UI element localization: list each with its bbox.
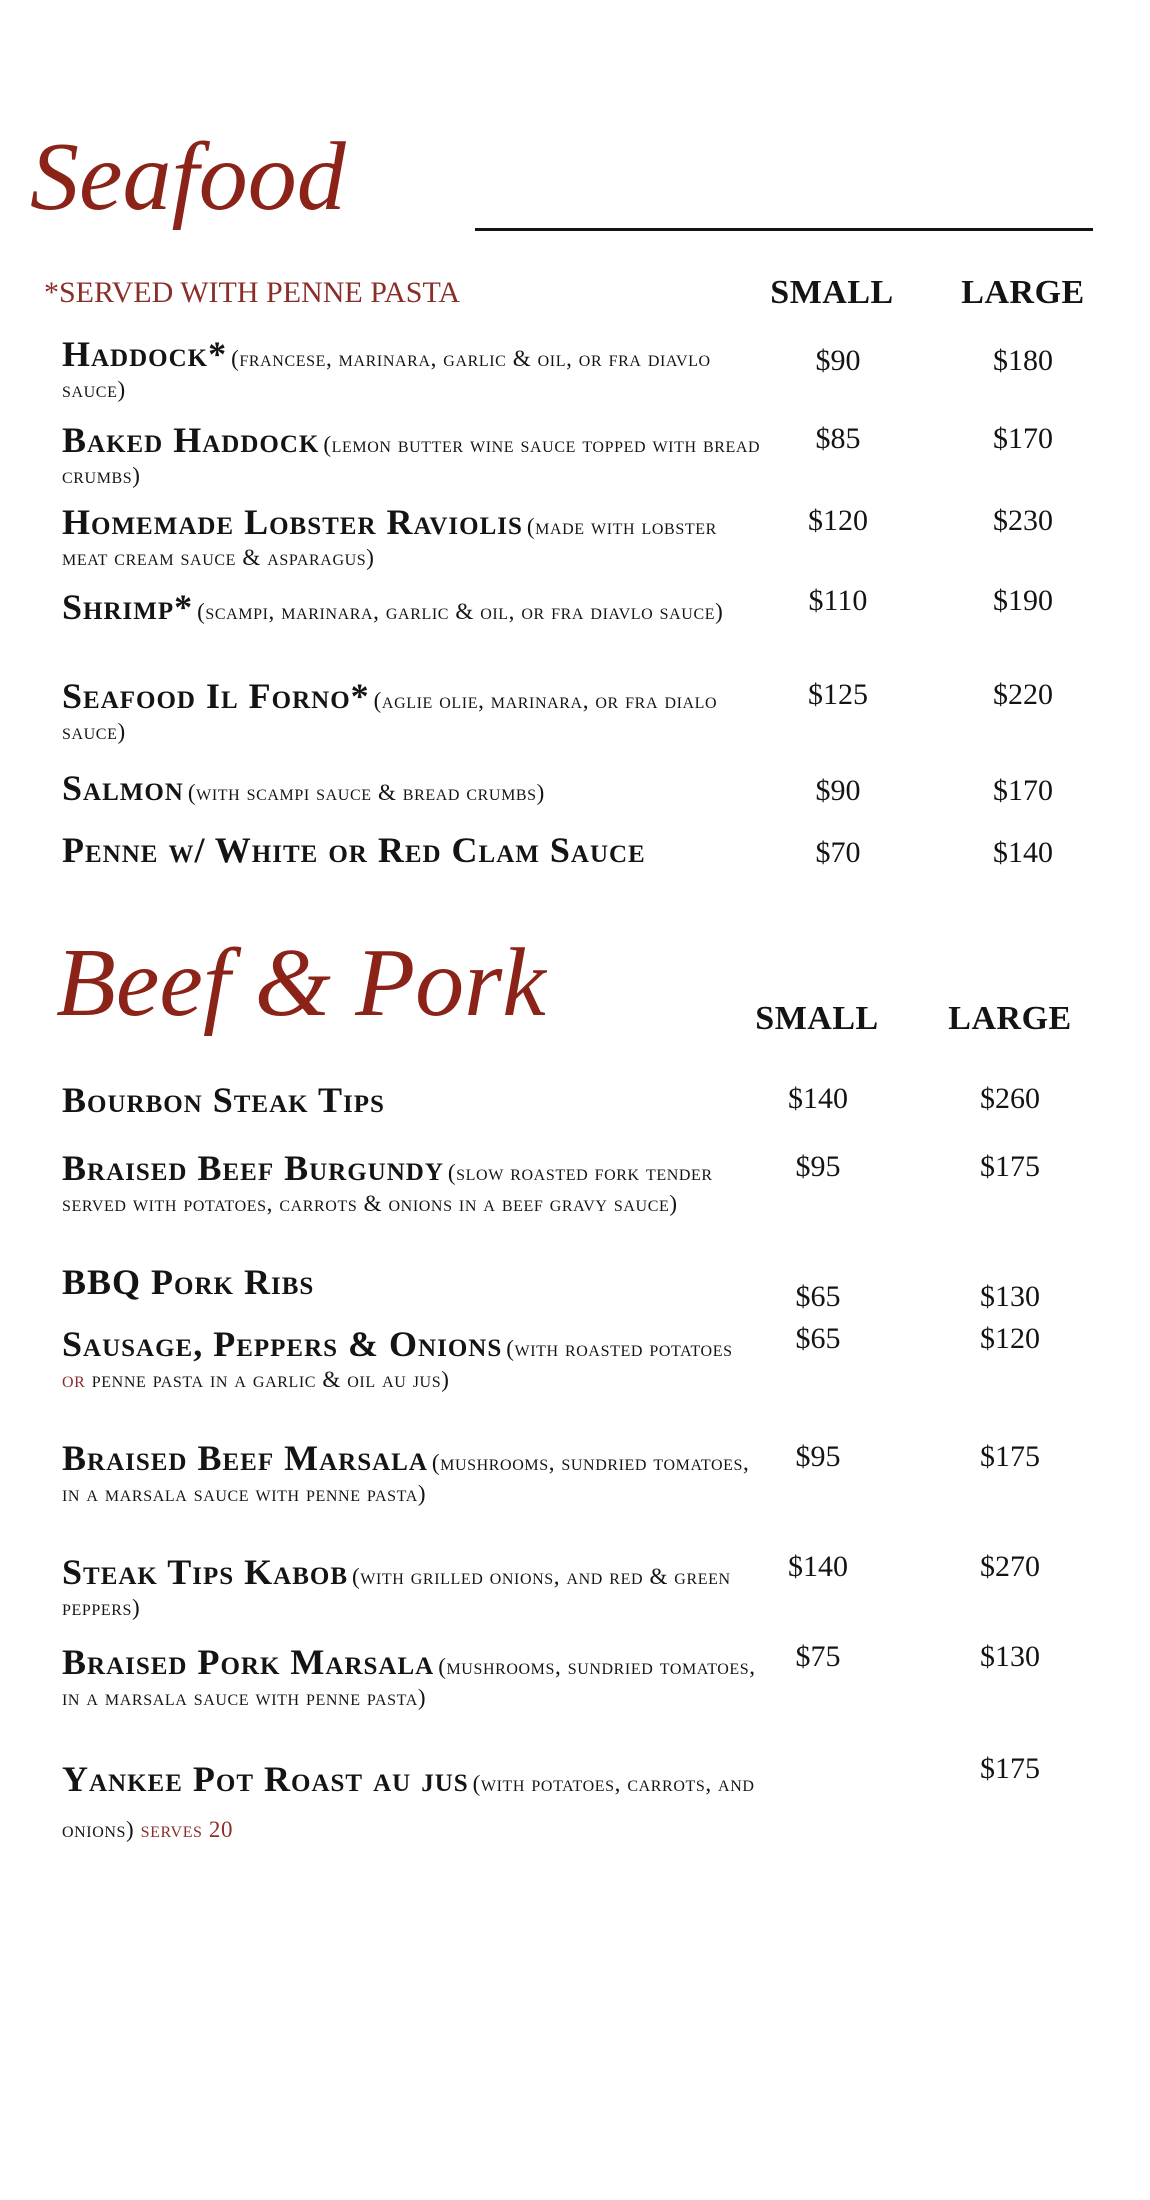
item-name: Penne w/ White or Red Clam Sauce <box>62 830 646 870</box>
item-name: Baked Haddock <box>62 420 320 460</box>
menu-item <box>62 770 762 808</box>
price-large: $140 <box>993 836 1053 869</box>
item-desc: (with scampi sauce & bread crumbs) <box>187 780 545 805</box>
price-large: $260 <box>980 1082 1040 1115</box>
price-small: $90 <box>815 344 861 377</box>
price-large: $130 <box>980 1640 1040 1673</box>
menu-item <box>62 1326 762 1395</box>
item-desc: (slow roasted fork tender served with potatoes, carrots & onions in a beef gravy sauce) <box>62 1160 713 1216</box>
menu-item <box>62 1082 762 1118</box>
price-small: $140 <box>788 1550 848 1583</box>
price-large: $170 <box>993 774 1053 807</box>
price-small: $95 <box>795 1440 841 1473</box>
price-large: $190 <box>993 584 1053 617</box>
item-name: Seafood Il Forno* <box>62 676 370 716</box>
item-desc: (lemon butter wine sauce topped with bread crumbs) <box>62 432 761 488</box>
item-name: Homemade Lobster Raviolis <box>62 502 523 542</box>
seafood-title: Seafood <box>30 123 346 231</box>
menu-item <box>62 1440 762 1509</box>
menu-item <box>62 1554 762 1623</box>
item-desc: (mushrooms, sundried tomatoes, in a marsala sauce with penne pasta) <box>62 1654 756 1710</box>
menu-item <box>62 422 762 491</box>
price-small: $120 <box>808 504 868 537</box>
price-small: $95 <box>795 1150 841 1183</box>
menu-item <box>62 1264 762 1300</box>
price-small: $85 <box>815 422 861 455</box>
price-large: $175 <box>980 1752 1040 1785</box>
price-small: $140 <box>788 1082 848 1115</box>
price-small: $65 <box>795 1322 841 1355</box>
price-small: $65 <box>795 1280 841 1313</box>
price-large: $175 <box>980 1440 1040 1473</box>
or-accent: or <box>62 1367 86 1392</box>
price-large: $120 <box>980 1322 1040 1355</box>
item-name: Braised Beef Burgundy <box>62 1148 444 1188</box>
menu-item <box>62 1150 762 1219</box>
item-name: Braised Beef Marsala <box>62 1438 428 1478</box>
item-name: BBQ Pork Ribs <box>62 1262 315 1302</box>
item-desc: (with potatoes, carrots, and onions) serves 20 <box>62 1771 755 1842</box>
item-desc: (scampi, marinara, garlic & oil, or fra diavlo sauce) <box>197 599 724 624</box>
price-small: $125 <box>808 678 868 711</box>
seafood-col-large: LARGE <box>961 274 1085 311</box>
menu-item <box>62 678 762 747</box>
price-large: $170 <box>993 422 1053 455</box>
item-desc: (aglie olie, marinara, or fra dialo sauce) <box>62 688 718 744</box>
price-large: $270 <box>980 1550 1040 1583</box>
item-desc: (with grilled onions, and red & green peppers) <box>62 1564 731 1620</box>
item-name: Steak Tips Kabob <box>62 1552 348 1592</box>
item-desc: (francese, marinara, garlic & oil, or fra diavlo sauce) <box>62 346 711 402</box>
item-desc: (with roasted potatoes or penne pasta in a garlic & oil au jus) <box>62 1336 733 1392</box>
price-small: $75 <box>795 1640 841 1673</box>
price-large: $220 <box>993 678 1053 711</box>
item-name: Shrimp* <box>62 587 194 627</box>
price-large: $130 <box>980 1280 1040 1313</box>
beef-pork-title: Beef & Pork <box>56 929 546 1037</box>
beef-pork-col-small: SMALL <box>755 1000 879 1037</box>
price-small: $90 <box>815 774 861 807</box>
item-name: Salmon <box>62 768 184 808</box>
price-large: $175 <box>980 1150 1040 1183</box>
menu-item <box>62 1756 762 1853</box>
menu-item <box>62 1644 762 1713</box>
item-name: Bourbon Steak Tips <box>62 1080 385 1120</box>
seafood-col-small: SMALL <box>770 274 894 311</box>
item-name: Braised Pork Marsala <box>62 1642 435 1682</box>
item-desc: (mushrooms, sundried tomatoes, in a marsala sauce with penne pasta) <box>62 1450 750 1506</box>
item-name: Haddock* <box>62 334 228 374</box>
price-large: $230 <box>993 504 1053 537</box>
title-rule <box>475 228 1093 231</box>
serves-note: serves 20 <box>140 1817 234 1842</box>
price-large: $180 <box>993 344 1053 377</box>
menu-item <box>62 504 762 573</box>
seafood-note: *SERVED WITH PENNE PASTA <box>44 276 461 309</box>
price-small: $110 <box>808 584 868 617</box>
item-name: Sausage, Peppers & Onions <box>62 1324 503 1364</box>
beef-pork-col-large: LARGE <box>948 1000 1072 1037</box>
item-name: Yankee Pot Roast au jus <box>62 1759 469 1799</box>
price-small: $70 <box>815 836 861 869</box>
menu-item <box>62 336 762 405</box>
menu-item <box>62 584 762 635</box>
item-desc: (made with lobster meat cream sauce & asparagus) <box>62 514 717 570</box>
menu-item <box>62 832 762 868</box>
